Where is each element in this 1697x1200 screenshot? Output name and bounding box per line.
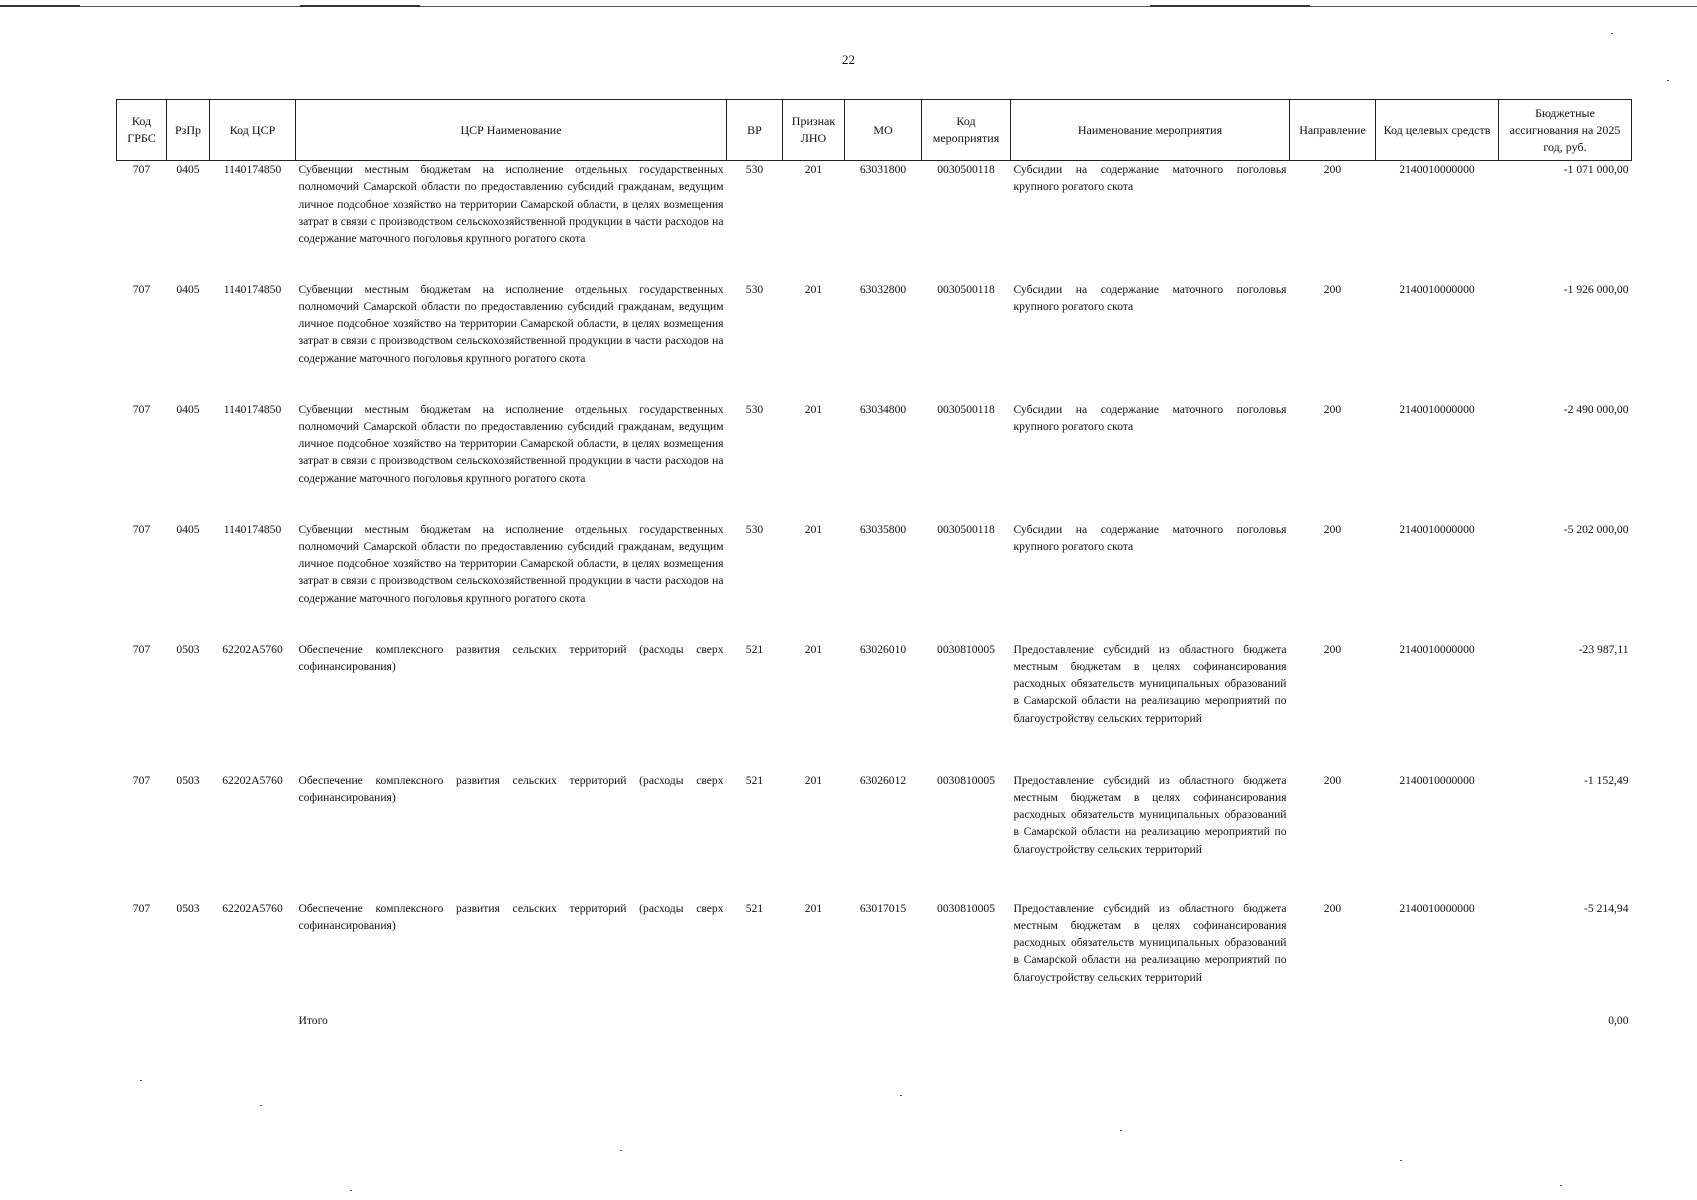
header-csr-name: ЦСР Наименование [296, 100, 727, 161]
cell-event-code: 0030500118 [937, 282, 995, 296]
cell-lno: 201 [804, 163, 823, 176]
header-amount: Бюджетные ассигнования на 2025 год, руб. [1499, 100, 1632, 161]
cell-event-name: Предоставление субсидий из областного бюджета местным бюджетам в целях софинансирования расходных обязательств муниципальных образований в Самарской области на реализацию мероприятий по благоустройству сельских территорий [1013, 642, 1287, 725]
table-header-row [117, 100, 1632, 161]
table-row [117, 161, 1632, 281]
table-row [117, 281, 1632, 401]
cell-target-code: 2140010000000 [1399, 642, 1475, 656]
cell-event-name: Предоставление субсидий из областного бюджета местным бюджетам в целях софинансирования расходных обязательств муниципальных образований в Самарской области на реализацию мероприятий по благоустройству сельских территорий [1013, 901, 1287, 984]
cell-csr-name: Обеспечение комплексного развития сельских территорий (расходы сверх софинансирования) [298, 773, 724, 804]
cell-vr: 530 [745, 163, 764, 176]
scan-edge-dash [0, 5, 80, 7]
cell-event-code: 0030500118 [937, 163, 995, 176]
cell-rzpr: 0503 [176, 642, 200, 656]
cell-csr-code: 1140174850 [223, 402, 282, 416]
table-row [117, 641, 1632, 772]
table-row [117, 401, 1632, 521]
scan-speck [1611, 33, 1613, 34]
cell-csr-name: Субвенции местным бюджетам на исполнение отдельных государственных полномочий Самарской области по предоставлению субсидий гражданам, ведущим личное подсобное хозяйство на территории Самарской области, в целях возмещения затрат в связи с производством сельскохозяйственной продукции в части расходов на содержание маточного поголовья крупного рогатого скота [298, 522, 724, 605]
scan-edge-dash [1150, 5, 1310, 7]
cell-mo: 63026012 [859, 773, 907, 787]
cell-vr: 521 [745, 901, 764, 915]
header-event-name: Наименование мероприятия [1011, 100, 1290, 161]
cell-event-code: 0030500118 [937, 522, 995, 536]
cell-event-name: Субсидии на содержание маточного поголовья крупного рогатого скота [1013, 522, 1287, 553]
cell-amount: -5 214,94 [1584, 901, 1629, 915]
cell-direction: 200 [1323, 642, 1342, 656]
cell-grbs: 707 [132, 642, 151, 656]
header-vr: ВР [727, 100, 783, 161]
cell-amount: -23 987,11 [1578, 642, 1629, 656]
cell-rzpr: 0503 [176, 901, 200, 915]
scan-speck [140, 1080, 142, 1081]
scan-speck [1667, 80, 1669, 81]
cell-event-name: Субсидии на содержание маточного поголовья крупного рогатого скота [1013, 282, 1287, 313]
header-target-code: Код целевых средств [1376, 100, 1499, 161]
cell-lno: 201 [804, 282, 823, 296]
cell-vr: 521 [745, 773, 764, 787]
cell-csr-code: 62202A5760 [222, 901, 283, 915]
scan-speck [350, 1190, 352, 1191]
header-lno: Признак ЛНО [783, 100, 845, 161]
cell-csr-code: 1140174850 [223, 163, 282, 176]
cell-direction: 200 [1323, 901, 1342, 915]
cell-lno: 201 [804, 402, 823, 416]
scan-speck [260, 1105, 262, 1106]
cell-lno: 201 [804, 773, 823, 787]
cell-event-name: Предоставление субсидий из областного бюджета местным бюджетам в целях софинансирования расходных обязательств муниципальных образований в Самарской области на реализацию мероприятий по благоустройству сельских территорий [1013, 773, 1287, 856]
cell-direction: 200 [1323, 402, 1342, 416]
cell-mo: 63031800 [859, 163, 907, 176]
cell-lno: 201 [804, 642, 823, 656]
cell-vr: 530 [745, 402, 764, 416]
cell-rzpr: 0405 [176, 163, 200, 176]
total-row [117, 1012, 1632, 1029]
cell-csr-code: 1140174850 [223, 282, 282, 296]
cell-event-code: 0030810005 [937, 901, 995, 915]
cell-lno: 201 [804, 522, 823, 536]
cell-mo: 63034800 [859, 402, 907, 416]
cell-rzpr: 0405 [176, 402, 200, 416]
page-number: 22 [842, 52, 855, 67]
table-row [117, 521, 1632, 641]
cell-amount: -2 490 000,00 [1563, 402, 1629, 416]
cell-direction: 200 [1323, 163, 1342, 176]
cell-event-name: Субсидии на содержание маточного поголовья крупного рогатого скота [1013, 163, 1287, 194]
header-event-code: Код мероприятия [922, 100, 1011, 161]
cell-mo: 63026010 [859, 642, 907, 656]
cell-target-code: 2140010000000 [1399, 522, 1475, 536]
cell-target-code: 2140010000000 [1399, 163, 1475, 176]
cell-direction: 200 [1323, 282, 1342, 296]
scan-speck [1120, 1130, 1122, 1131]
cell-direction: 200 [1323, 773, 1342, 787]
scan-speck [620, 1150, 622, 1151]
cell-lno: 201 [804, 901, 823, 915]
cell-grbs: 707 [132, 773, 151, 787]
cell-grbs: 707 [132, 901, 151, 915]
header-mo: МО [845, 100, 922, 161]
header-grbs: Код ГРБС [117, 100, 167, 161]
header-rzpr: РзПр [167, 100, 210, 161]
cell-amount: -1 071 000,00 [1563, 163, 1629, 176]
cell-csr-code: 62202A5760 [222, 642, 283, 656]
budget-table [116, 99, 1632, 1029]
cell-vr: 521 [745, 642, 764, 656]
cell-rzpr: 0503 [176, 773, 200, 787]
cell-direction: 200 [1323, 522, 1342, 536]
cell-rzpr: 0405 [176, 282, 200, 296]
cell-csr-name: Субвенции местным бюджетам на исполнение отдельных государственных полномочий Самарской области по предоставлению субсидий гражданам, ведущим личное подсобное хозяйство на территории Самарской области, в целях возмещения затрат в связи с производством сельскохозяйственной продукции в части расходов на содержание маточного поголовья крупного рогатого скота [298, 402, 724, 485]
total-label: Итого [298, 1013, 328, 1027]
scan-speck [1560, 1185, 1562, 1186]
cell-grbs: 707 [132, 282, 151, 296]
table-row [117, 900, 1632, 1012]
cell-mo: 63035800 [859, 522, 907, 536]
cell-target-code: 2140010000000 [1399, 773, 1475, 787]
cell-csr-code: 1140174850 [223, 522, 282, 536]
scan-edge-dash [300, 5, 420, 7]
cell-grbs: 707 [132, 522, 151, 536]
cell-vr: 530 [745, 522, 764, 536]
cell-event-code: 0030810005 [937, 773, 995, 787]
cell-target-code: 2140010000000 [1399, 282, 1475, 296]
cell-csr-name: Обеспечение комплексного развития сельских территорий (расходы сверх софинансирования) [298, 642, 724, 673]
header-direction: Направление [1290, 100, 1376, 161]
cell-mo: 63017015 [859, 901, 907, 915]
cell-target-code: 2140010000000 [1399, 402, 1475, 416]
cell-event-code: 0030810005 [937, 642, 995, 656]
scan-speck [1400, 1160, 1402, 1161]
cell-mo: 63032800 [859, 282, 907, 296]
cell-csr-name: Субвенции местным бюджетам на исполнение отдельных государственных полномочий Самарской области по предоставлению субсидий гражданам, ведущим личное подсобное хозяйство на территории Самарской области, в целях возмещения затрат в связи с производством сельскохозяйственной продукции в части расходов на содержание маточного поголовья крупного рогатого скота [298, 282, 724, 365]
cell-amount: -1 152,49 [1584, 773, 1629, 787]
cell-csr-code: 62202A5760 [222, 773, 283, 787]
cell-amount: -5 202 000,00 [1563, 522, 1629, 536]
cell-event-code: 0030500118 [937, 402, 995, 416]
scan-speck [900, 1095, 902, 1096]
cell-event-name: Субсидии на содержание маточного поголовья крупного рогатого скота [1013, 402, 1287, 433]
cell-csr-name: Субвенции местным бюджетам на исполнение отдельных государственных полномочий Самарской области по предоставлению субсидий гражданам, ведущим личное подсобное хозяйство на территории Самарской области, в целях возмещения затрат в связи с производством сельскохозяйственной продукции в части расходов на содержание маточного поголовья крупного рогатого скота [298, 163, 724, 246]
table-row [117, 772, 1632, 900]
cell-grbs: 707 [132, 402, 151, 416]
cell-grbs: 707 [132, 163, 151, 176]
cell-amount: -1 926 000,00 [1563, 282, 1629, 296]
cell-target-code: 2140010000000 [1399, 901, 1475, 915]
header-csr-code: Код ЦСР [210, 100, 296, 161]
cell-vr: 530 [745, 282, 764, 296]
cell-rzpr: 0405 [176, 522, 200, 536]
scan-edge-line [0, 6, 1697, 7]
cell-csr-name: Обеспечение комплексного развития сельских территорий (расходы сверх софинансирования) [298, 901, 724, 932]
total-amount: 0,00 [1608, 1013, 1629, 1027]
